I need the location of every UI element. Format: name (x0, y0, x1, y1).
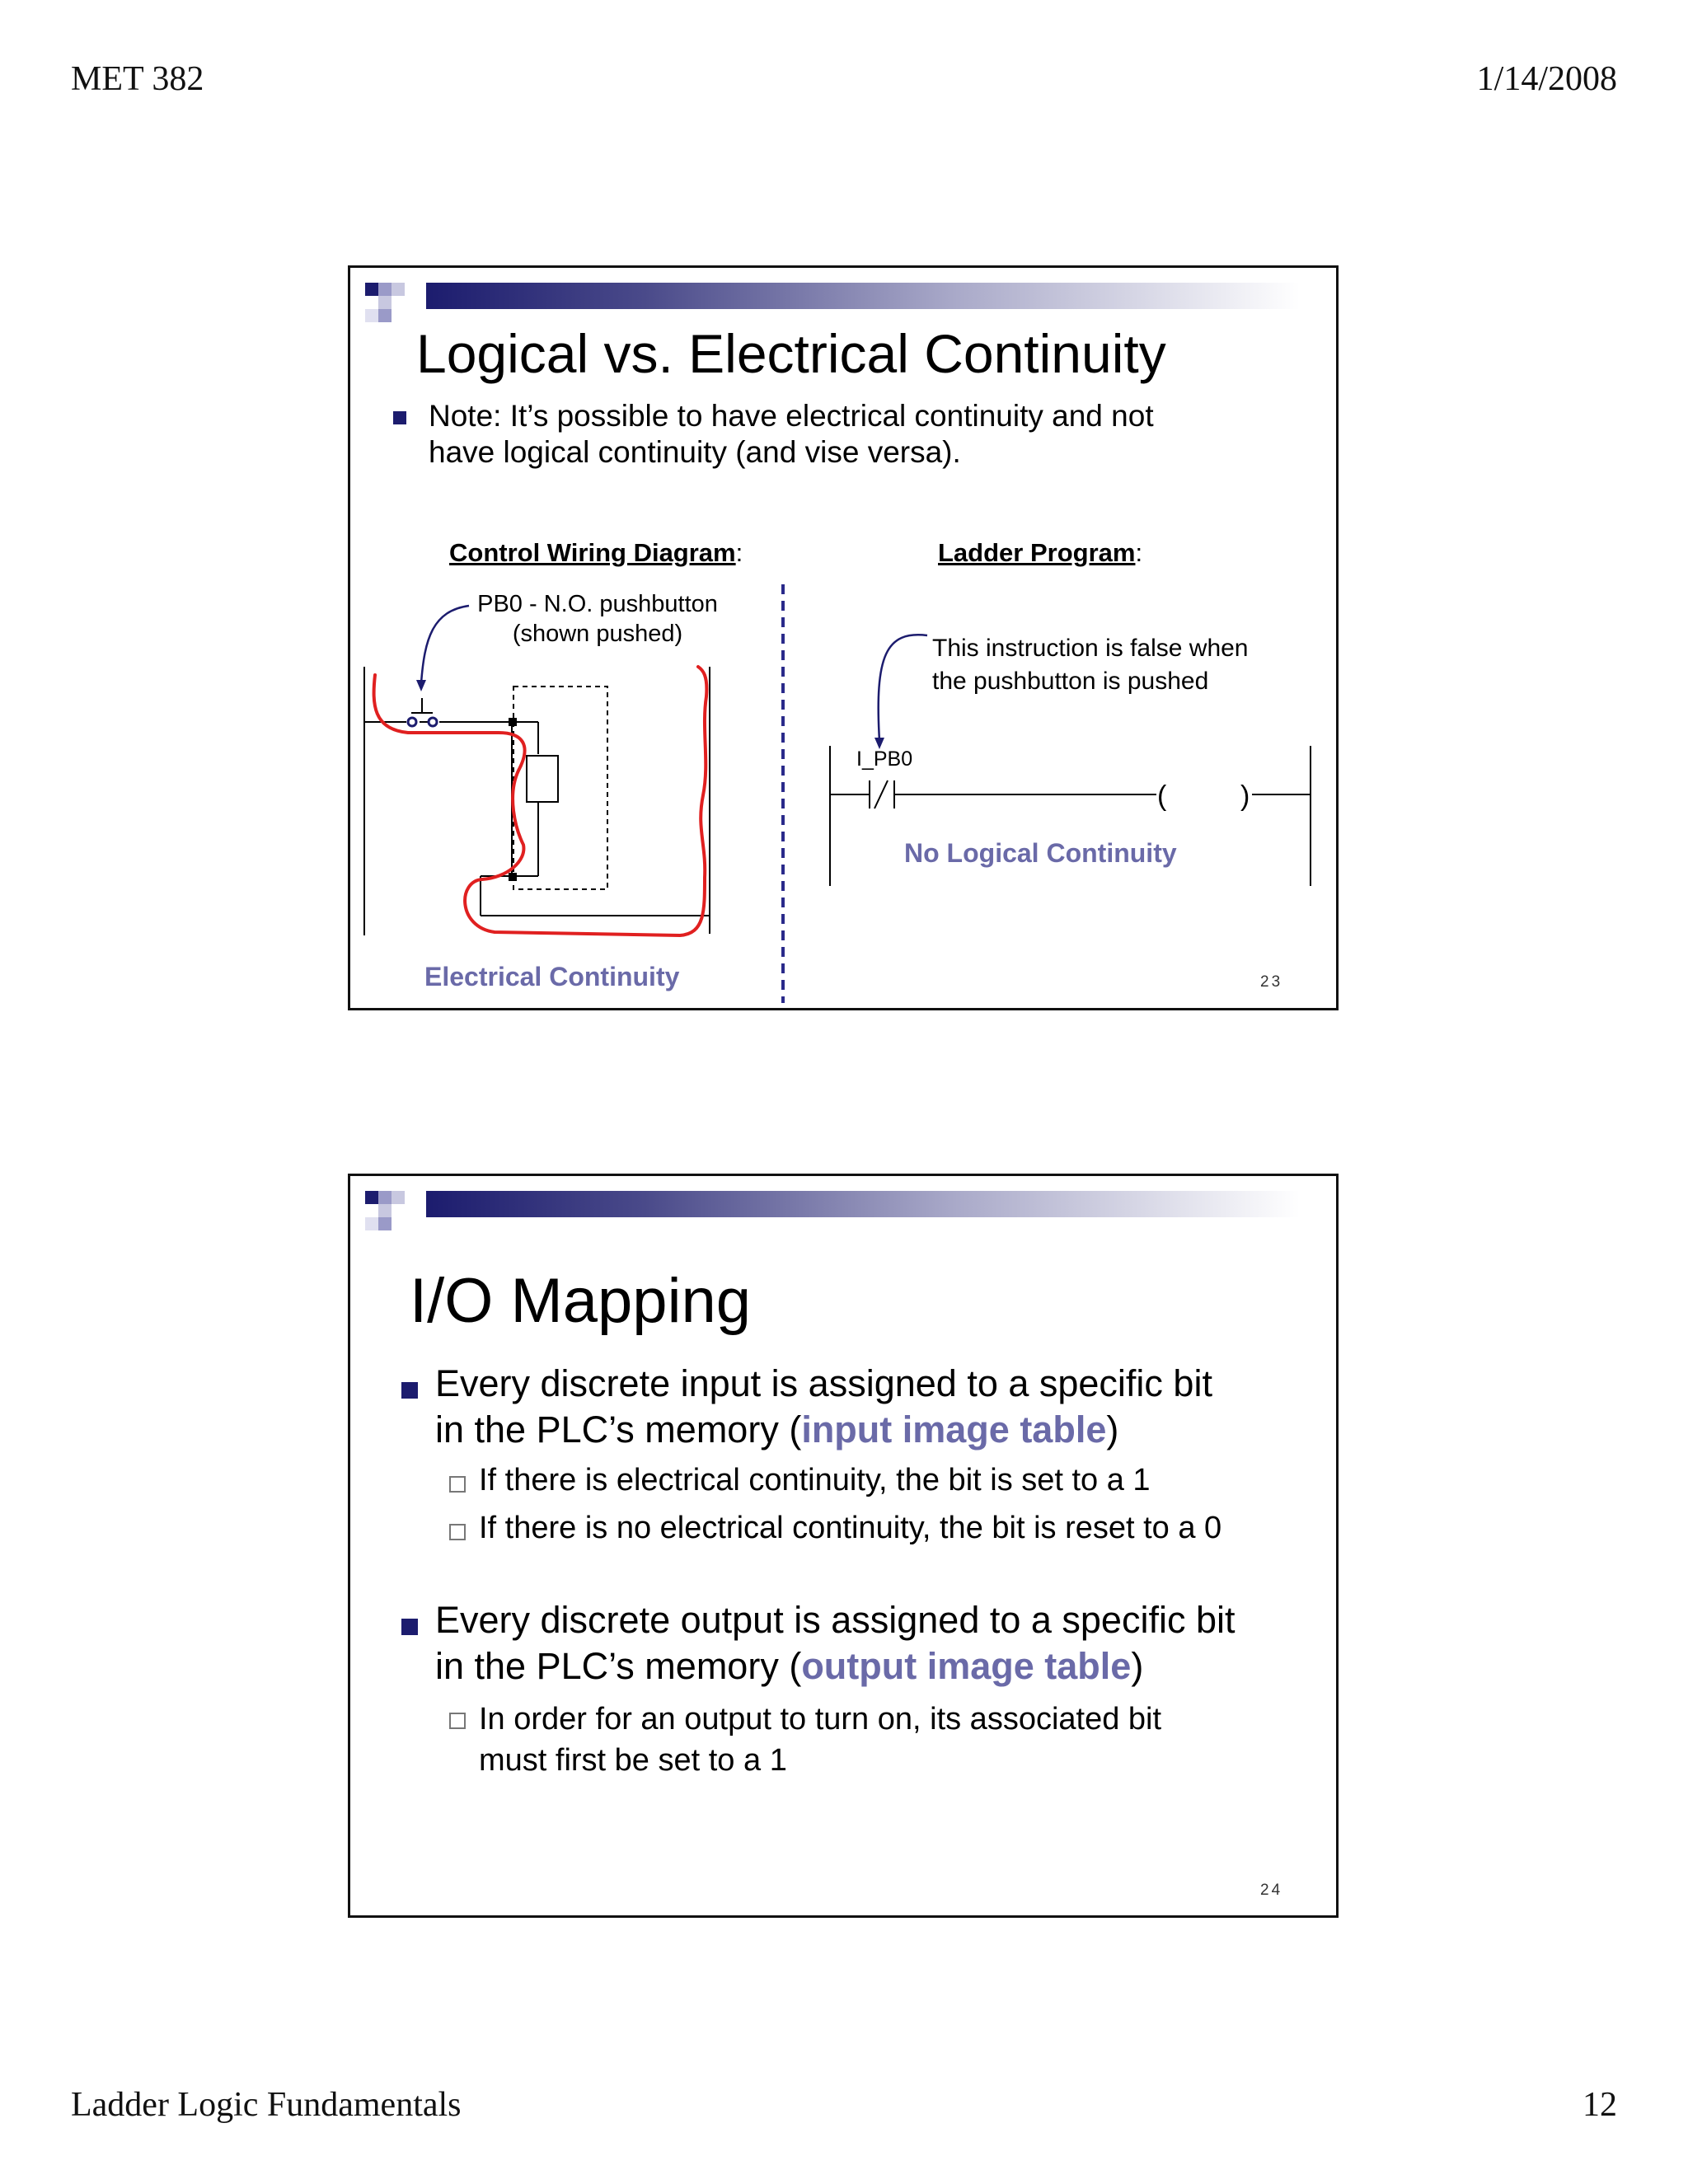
deco-square (365, 1191, 378, 1204)
no-logical-continuity-label: No Logical Continuity (904, 838, 1177, 868)
bullet-2-sub-1-line-2: must first be set to a 1 (479, 1743, 787, 1778)
page-date: 1/14/2008 (1476, 60, 1617, 98)
ladder-program-heading-text: Ladder Program (938, 538, 1136, 567)
contact-nc-slash (874, 780, 888, 808)
bullet-2-line-1: Every discrete output is assigned to a specific bit (435, 1599, 1236, 1641)
deco-square (378, 1204, 392, 1217)
slide-logical-vs-electrical (348, 265, 1339, 1010)
pb-label-line-1: PB0 - N.O. pushbutton (477, 591, 718, 617)
heading-colon: : (1135, 538, 1143, 567)
control-wiring-diagram (364, 667, 710, 935)
instruction-note (932, 632, 1249, 698)
dashed-device-box (513, 687, 607, 889)
pushbutton-terminal (408, 718, 416, 726)
bullet-2-sub-1 (479, 1699, 1161, 1781)
text-span: in the PLC’s memory ( (435, 1408, 802, 1451)
slide-title: Logical vs. Electrical Continuity (416, 323, 1166, 384)
page-number: 12 (1582, 2086, 1617, 2124)
pb-label-line-2: (shown pushed) (512, 621, 683, 647)
arrowhead (416, 680, 426, 691)
note-line-1: Note: It’s possible to have electrical continuity and not (429, 399, 1154, 433)
coil-right-paren: ) (1240, 780, 1250, 812)
slide-title: I/O Mapping (410, 1266, 751, 1336)
bullet-2-line-2 (435, 1643, 1236, 1690)
coil-box (527, 756, 558, 802)
bullet-1-sub-1: If there is electrical continuity, the bit is set to a 1 (479, 1463, 1151, 1497)
heading-colon: : (735, 538, 743, 567)
course-code: MET 382 (71, 60, 204, 98)
control-wiring-heading-text: Control Wiring Diagram (449, 538, 736, 567)
deco-square (392, 1191, 405, 1204)
pushbutton-terminal (429, 718, 437, 726)
bullet-icon (401, 1382, 418, 1399)
slide-number: 24 (1260, 1882, 1283, 1899)
coil-left-paren: ( (1157, 780, 1167, 812)
text-span: ) (1106, 1408, 1119, 1451)
deco-square (365, 1217, 378, 1230)
bullet-icon (401, 1619, 418, 1635)
slide-number: 23 (1260, 973, 1283, 991)
bullet-2 (435, 1597, 1236, 1690)
input-image-table-highlight: input image table (801, 1408, 1107, 1451)
note-line-2: have logical continuity (and vise versa). (429, 435, 961, 469)
title-gradient-bar (426, 1191, 1300, 1217)
terminal-dot (509, 718, 517, 726)
instruction-arrow (879, 635, 927, 741)
contact-tag-label: I_PB0 (856, 748, 913, 771)
bullet-2-sub-1-line-1: In order for an output to turn on, its associated bit (479, 1702, 1162, 1736)
bullet-1 (435, 1361, 1212, 1453)
footer-title: Ladder Logic Fundamentals (71, 2086, 462, 2124)
checkbox-icon (449, 1713, 466, 1729)
output-image-table-highlight: output image table (801, 1645, 1132, 1687)
instruction-note-line-1: This instruction is false when (932, 635, 1249, 662)
text-span: ) (1131, 1645, 1144, 1687)
deco-square (378, 1191, 392, 1204)
slide-io-mapping (348, 1174, 1339, 1918)
bullet-1-line-1: Every discrete input is assigned to a specific bit (435, 1362, 1212, 1404)
text-span: in the PLC’s memory ( (435, 1645, 802, 1687)
terminal-dot (509, 873, 517, 881)
instruction-note-line-2: the pushbutton is pushed (932, 668, 1209, 695)
bullet-1-sub-2: If there is no electrical continuity, the bit is reset to a 0 (479, 1511, 1222, 1545)
checkbox-icon (449, 1476, 466, 1493)
checkbox-icon (449, 1524, 466, 1540)
bullet-1-line-2 (435, 1407, 1212, 1453)
deco-square (378, 1217, 392, 1230)
pb-label (350, 589, 845, 649)
electrical-continuity-label: Electrical Continuity (424, 962, 680, 991)
